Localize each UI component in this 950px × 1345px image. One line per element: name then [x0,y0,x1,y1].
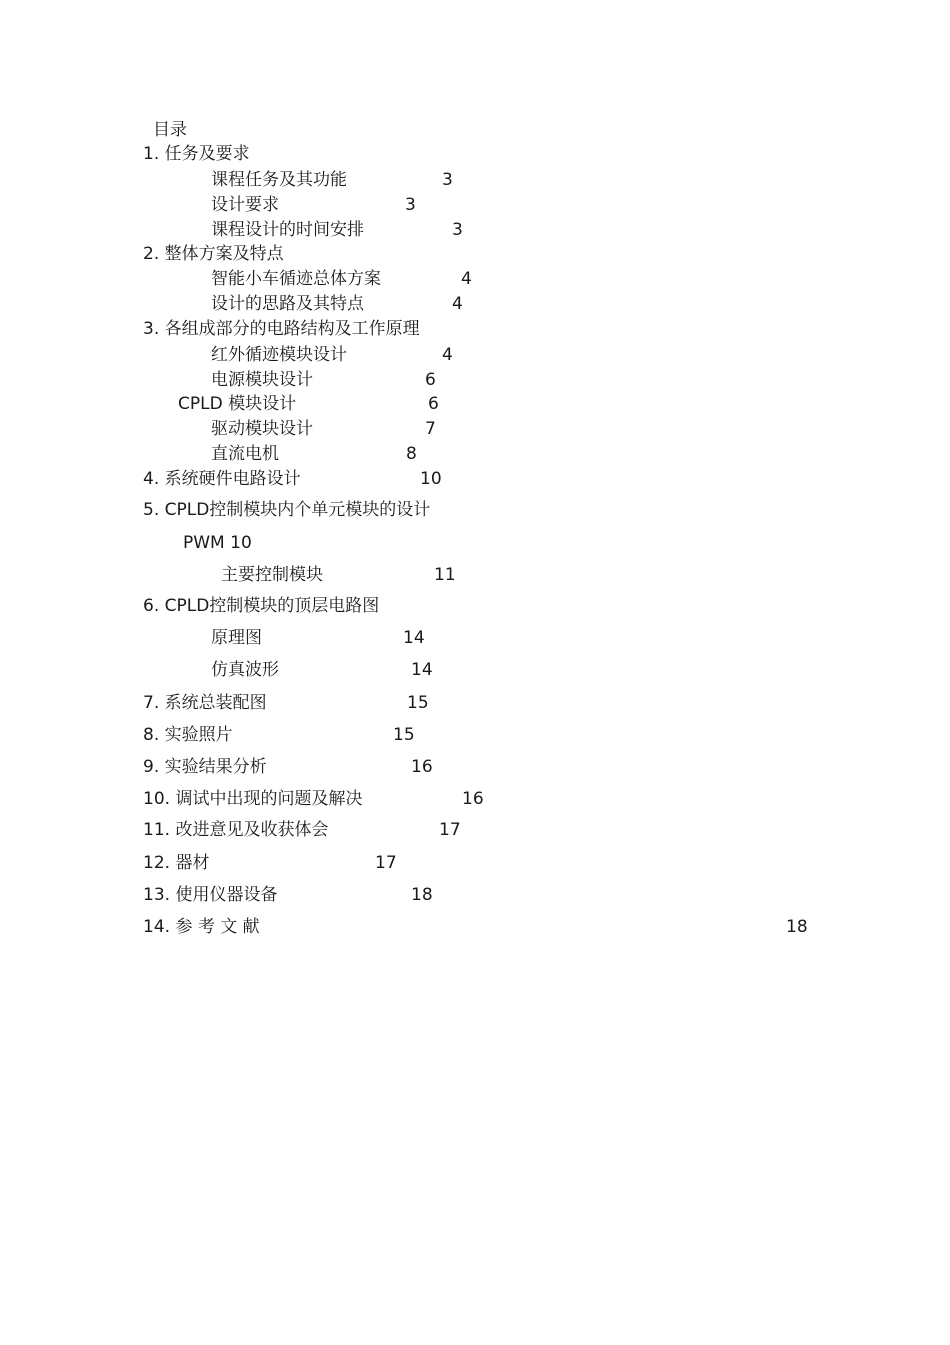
toc-entry-page: 18 [411,885,433,905]
toc-entry-page: 7 [425,419,436,439]
toc-entry-page: 11 [434,565,456,585]
toc-entry-page: 15 [407,693,429,713]
toc-entry-text: 直流电机 [211,444,279,464]
toc-entry-text: 设计要求 [211,195,279,215]
toc-entry-text: 1. 任务及要求 [143,144,250,164]
toc-entry-text: 智能小车循迹总体方案 [211,269,381,289]
toc-entry-page: 6 [428,394,439,414]
toc-entry-page: 4 [461,269,472,289]
toc-entry-page: 6 [425,370,436,390]
toc-entry-text: 4. 系统硬件电路设计 [143,469,301,489]
toc-entry-text: 11. 改进意见及收获体会 [143,820,329,840]
toc-entry-page: 10 [420,469,442,489]
toc-entry-text: 13. 使用仪器设备 [143,885,278,905]
toc-entry-page: 4 [452,294,463,314]
toc-entry-text: 驱动模块设计 [211,419,313,439]
toc-entry-text: 设计的思路及其特点 [211,294,364,314]
toc-entry-text: 红外循迹模块设计 [211,345,347,365]
toc-entry-text: 6. CPLD控制模块的顶层电路图 [143,596,380,616]
toc-entry-page: 14 [403,628,425,648]
toc-entry-page: 18 [786,917,808,937]
toc-entry-page: 15 [393,725,415,745]
toc-entry-text: 7. 系统总装配图 [143,693,267,713]
toc-entry-text: 课程设计的时间安排 [211,220,364,240]
toc-entry-page: 16 [411,757,433,777]
toc-entry-page: 16 [462,789,484,809]
toc-entry-text: PWM 10 [183,533,252,553]
toc-entry-text: 2. 整体方案及特点 [143,244,284,264]
toc-entry-text: 10. 调试中出现的问题及解决 [143,789,363,809]
toc-entry-text: 8. 实验照片 [143,725,233,745]
toc-entry-page: 8 [406,444,417,464]
toc-entry-page: 3 [442,170,453,190]
toc-entry-text: CPLD 模块设计 [178,394,297,414]
toc-entry-text: 14. 参 考 文 献 [143,917,260,937]
toc-entry-page: 17 [439,820,461,840]
toc-title: 目录 [153,120,187,140]
toc-entry-text: 课程任务及其功能 [211,170,347,190]
toc-entry-page: 3 [452,220,463,240]
toc-entry-page: 3 [405,195,416,215]
toc-entry-page: 14 [411,660,433,680]
toc-entry-text: 9. 实验结果分析 [143,757,267,777]
toc-entry-text: 仿真波形 [211,660,279,680]
toc-entry-text: 原理图 [211,628,262,648]
toc-entry-text: 3. 各组成部分的电路结构及工作原理 [143,319,420,339]
toc-entry-text: 5. CPLD控制模块内个单元模块的设计 [143,500,431,520]
toc-entry-page: 17 [375,853,397,873]
toc-entry-text: 电源模块设计 [211,370,313,390]
toc-entry-page: 4 [442,345,453,365]
toc-entry-text: 主要控制模块 [221,565,323,585]
toc-entry-text: 12. 器材 [143,853,210,873]
